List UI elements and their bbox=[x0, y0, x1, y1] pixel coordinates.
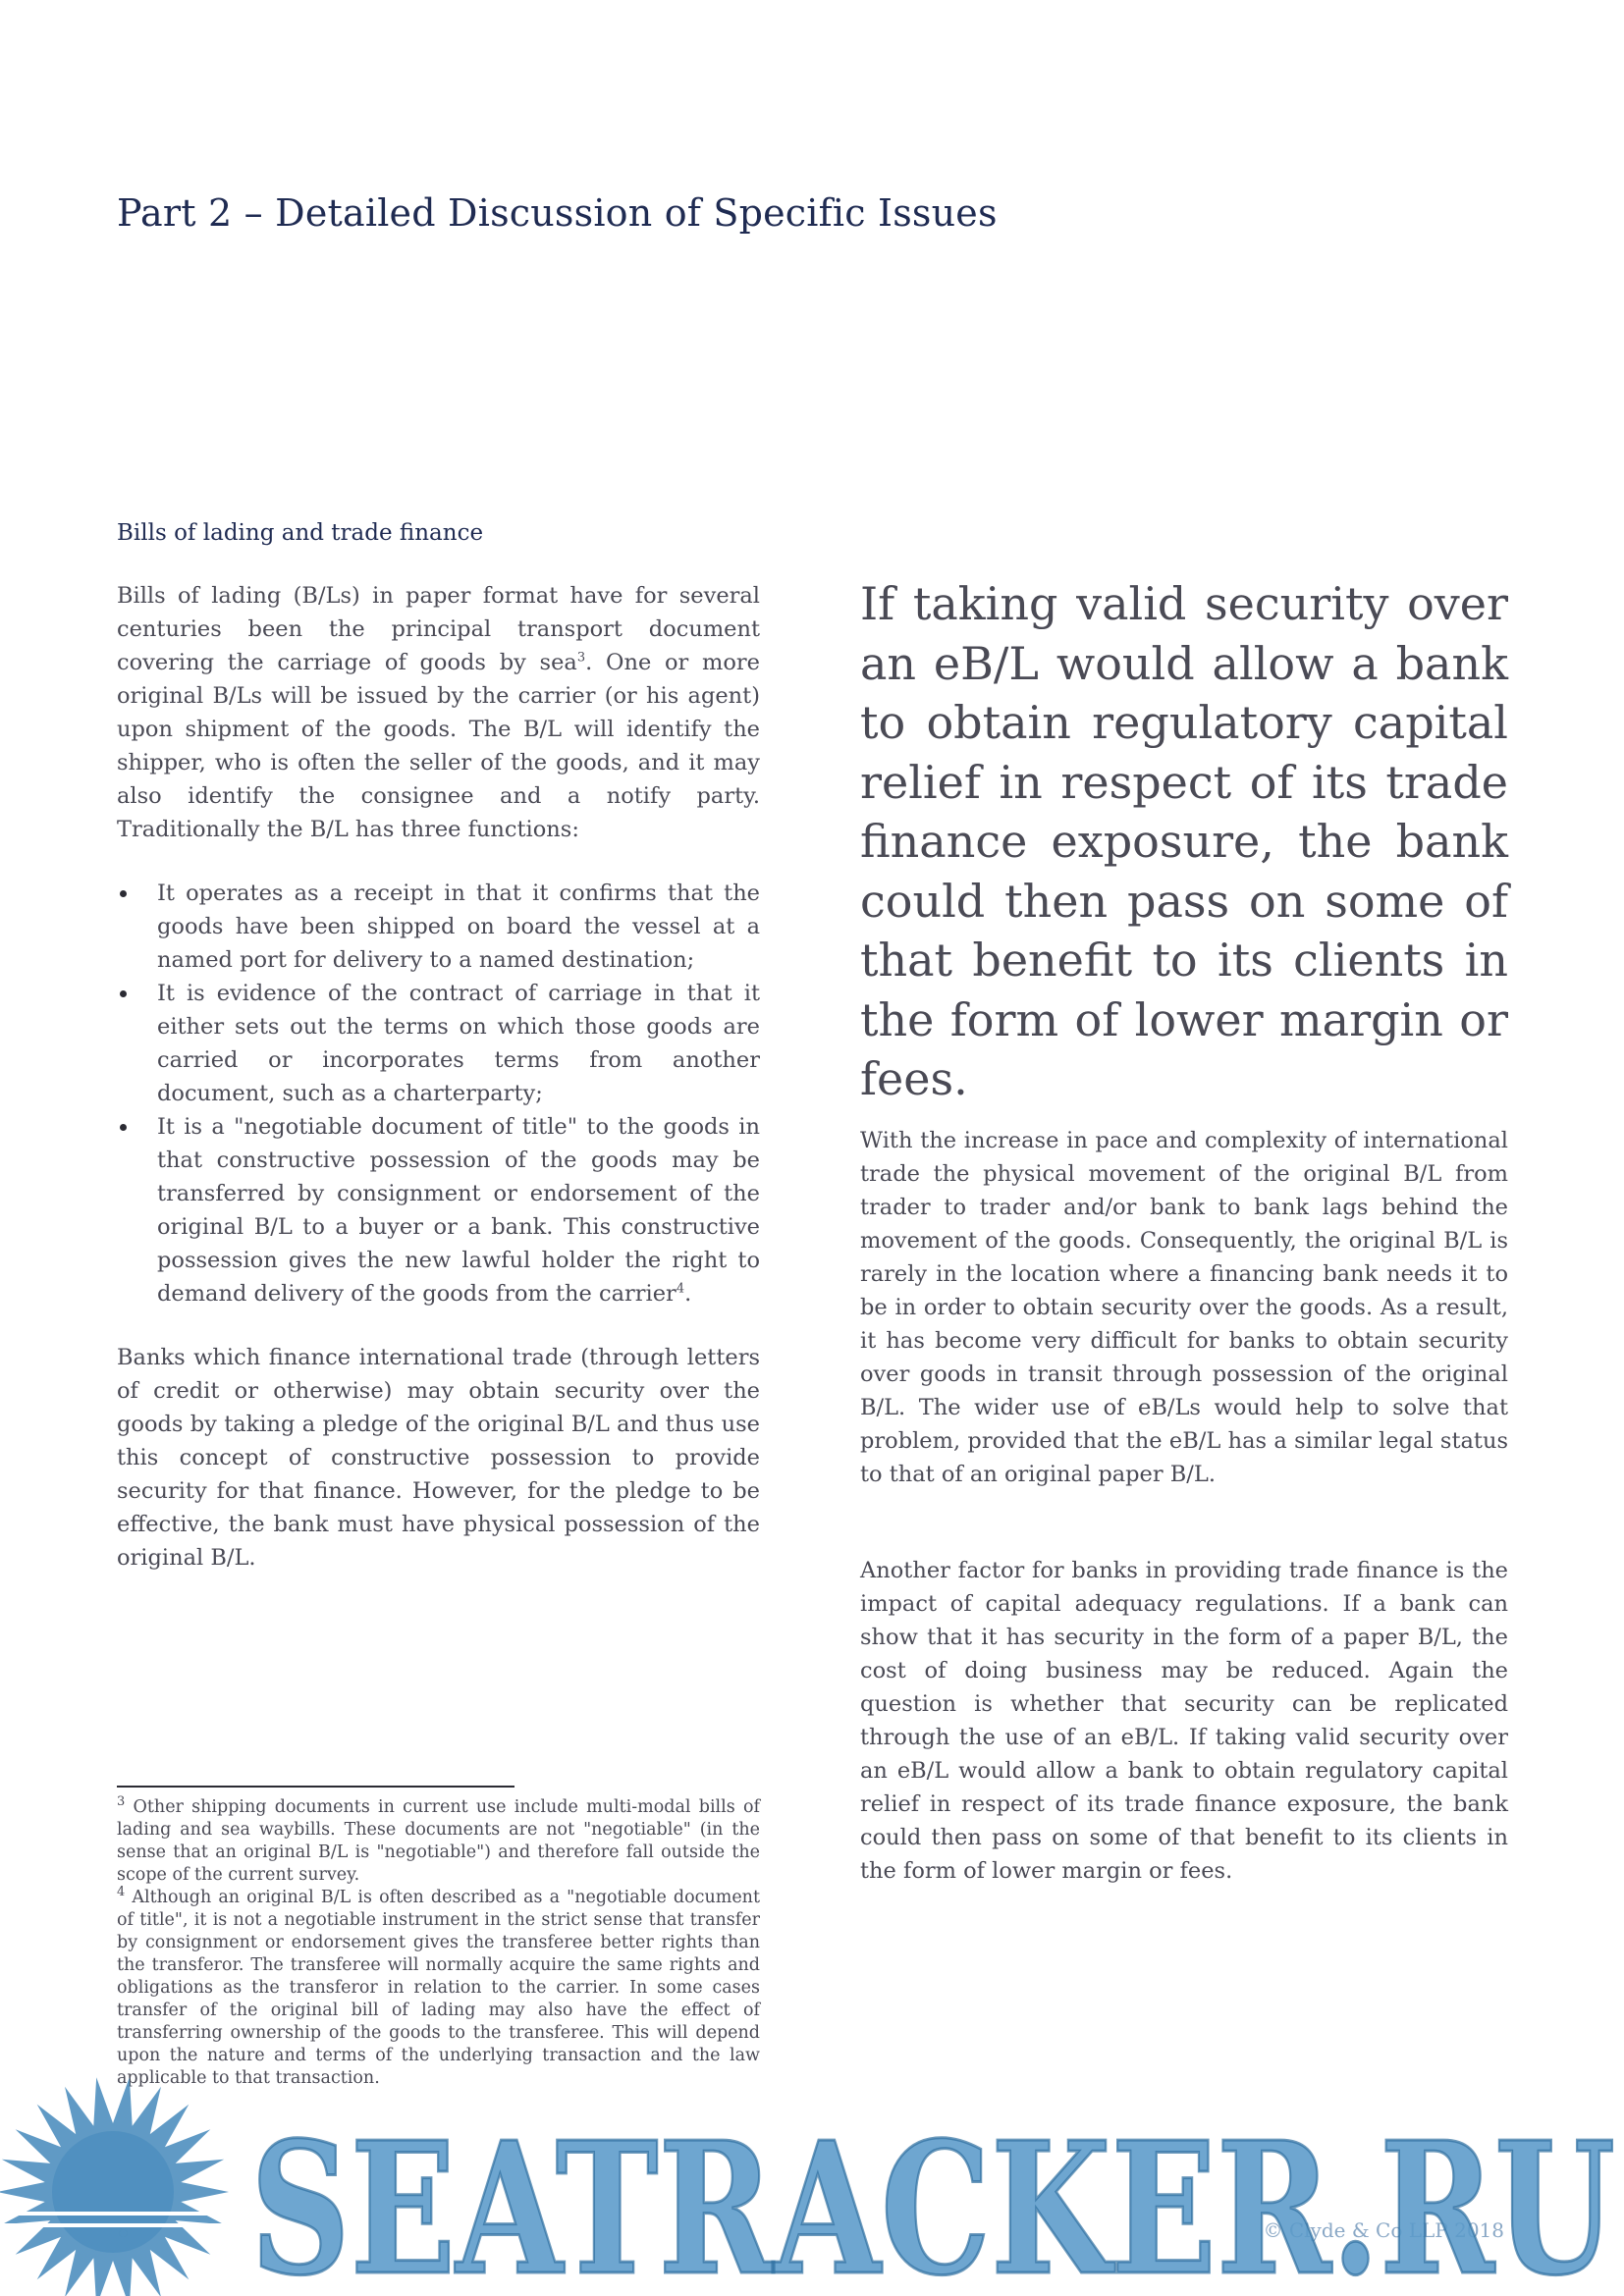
copyright-notice: © Clyde & Co LLP 2018 bbox=[1263, 2218, 1504, 2242]
bullet-3-end: . bbox=[684, 1281, 692, 1307]
intro-text-rest: . One or more original B/Ls will be issued by the carrier (or his agent) upon shipment of the goods. The B/L will identify the shipper, who is often the seller of the goods, and it may also identify the consignee and a notify party. Traditionally the B/L has three functions: bbox=[117, 650, 760, 842]
right-column-paragraph-2 bbox=[860, 1554, 1508, 1888]
sun-burst-icon bbox=[0, 2077, 255, 2296]
footnote-mark-3: 3 bbox=[117, 1794, 126, 1810]
footnote-3 bbox=[117, 1796, 760, 1887]
section-heading: Bills of lading and trade finance bbox=[117, 520, 484, 546]
watermark-text: SEATRACKER.RU bbox=[250, 2102, 1615, 2296]
footnote-3-text: Other shipping documents in current use include multi-modal bills of lading and sea waybills. These documents are not "negotiable" (in the sense that an original B/L is "negotiable") and therefore fall outside the scope of the current survey. bbox=[117, 1797, 760, 1885]
list-item bbox=[117, 1110, 760, 1310]
footnote-ref-3[interactable]: 3 bbox=[576, 650, 586, 666]
trade-pace-paragraph: With the increase in pace and complexity of international trade the physical movement of the original B/L from trader to trader and/or bank to bank lags behind the movement of the goods. Consequently, the original B/L is rarely in the location where a financing bank needs it to be in order to obtain security over the goods. As a result, it has become very difficult for banks to obtain security over goods in transit through possession of the original B/L. The wider use of eB/Ls would help to solve that problem, provided that the eB/L has a similar legal status to that of an original paper B/L. bbox=[860, 1128, 1508, 1487]
bullet-3-text: It is a "negotiable document of title" to the goods in that constructive possession of the goods may be transferred by consignment or endorsement of the original B/L to a buyer or a bank. This constructive possession gives the new lawful holder the right to demand delivery of the goods from the carrier bbox=[157, 1114, 760, 1307]
footnote-mark-4: 4 bbox=[117, 1885, 126, 1900]
left-column bbox=[117, 579, 760, 1605]
intro-text: Bills of lading (B/Ls) in paper format have for several centuries been the principal transport document covering the carriage of goods by sea bbox=[117, 583, 760, 675]
intro-paragraph bbox=[117, 579, 760, 846]
page-title: Part 2 – Detailed Discussion of Specific Issues bbox=[117, 191, 998, 235]
functions-list bbox=[117, 877, 760, 1310]
pull-quote: If taking valid security over an eB/L would allow a bank to obtain regulatory capital relief in respect of its trade finance exposure, the bank could then pass on some of that benefit to its clients in the form of lower margin or fees. bbox=[860, 577, 1508, 1105]
footnote-4-text: Although an original B/L is often described as a "negotiable document of title", it is not a negotiable instrument in the strict sense that transfer by consignment or endorsement gives the transferee better rights than the transferor. The transferee will normally acquire the same rights and obligations as the transferor in relation to the carrier. In some cases transfer of the original bill of lading may also have the effect of transferring ownership of the goods to the transferee. This will depend upon the nature and terms of the underlying transaction and the law applicable to that transaction. bbox=[117, 1888, 760, 2088]
watermark bbox=[0, 2076, 1624, 2296]
banks-paragraph: Banks which finance international trade (through letters of credit or otherwise) may obtain security over the goods by taking a pledge of the original B/L and thus use this concept of constructive possession to provide security for that finance. However, for the pledge to be effective, the bank must have physical possession of the original B/L. bbox=[117, 1345, 760, 1571]
footnotes bbox=[117, 1796, 760, 2090]
footnote-4 bbox=[117, 1887, 760, 2090]
list-item: It is evidence of the contract of carriage in that it either sets out the terms on which those goods are carried or incorporates terms from another document, such as a charterparty; bbox=[117, 977, 760, 1110]
list-item: It operates as a receipt in that it confirms that the goods have been shipped on board the vessel at a named port for delivery to a named destination; bbox=[117, 877, 760, 977]
capital-adequacy-paragraph: Another factor for banks in providing trade finance is the impact of capital adequacy regulations. If a bank can show that it has security in the form of a paper B/L, the cost of doing business may be reduced. Again the question is whether that security can be replicated through the use of an eB/L. If taking valid security over an eB/L would allow a bank to obtain regulatory capital relief in respect of its trade finance exposure, the bank could then pass on some of that benefit to its clients in the form of lower margin or fees. bbox=[860, 1558, 1508, 1884]
footnote-divider bbox=[117, 1786, 514, 1788]
footnote-ref-4[interactable]: 4 bbox=[676, 1281, 685, 1297]
right-column-paragraph-1 bbox=[860, 1124, 1508, 1491]
